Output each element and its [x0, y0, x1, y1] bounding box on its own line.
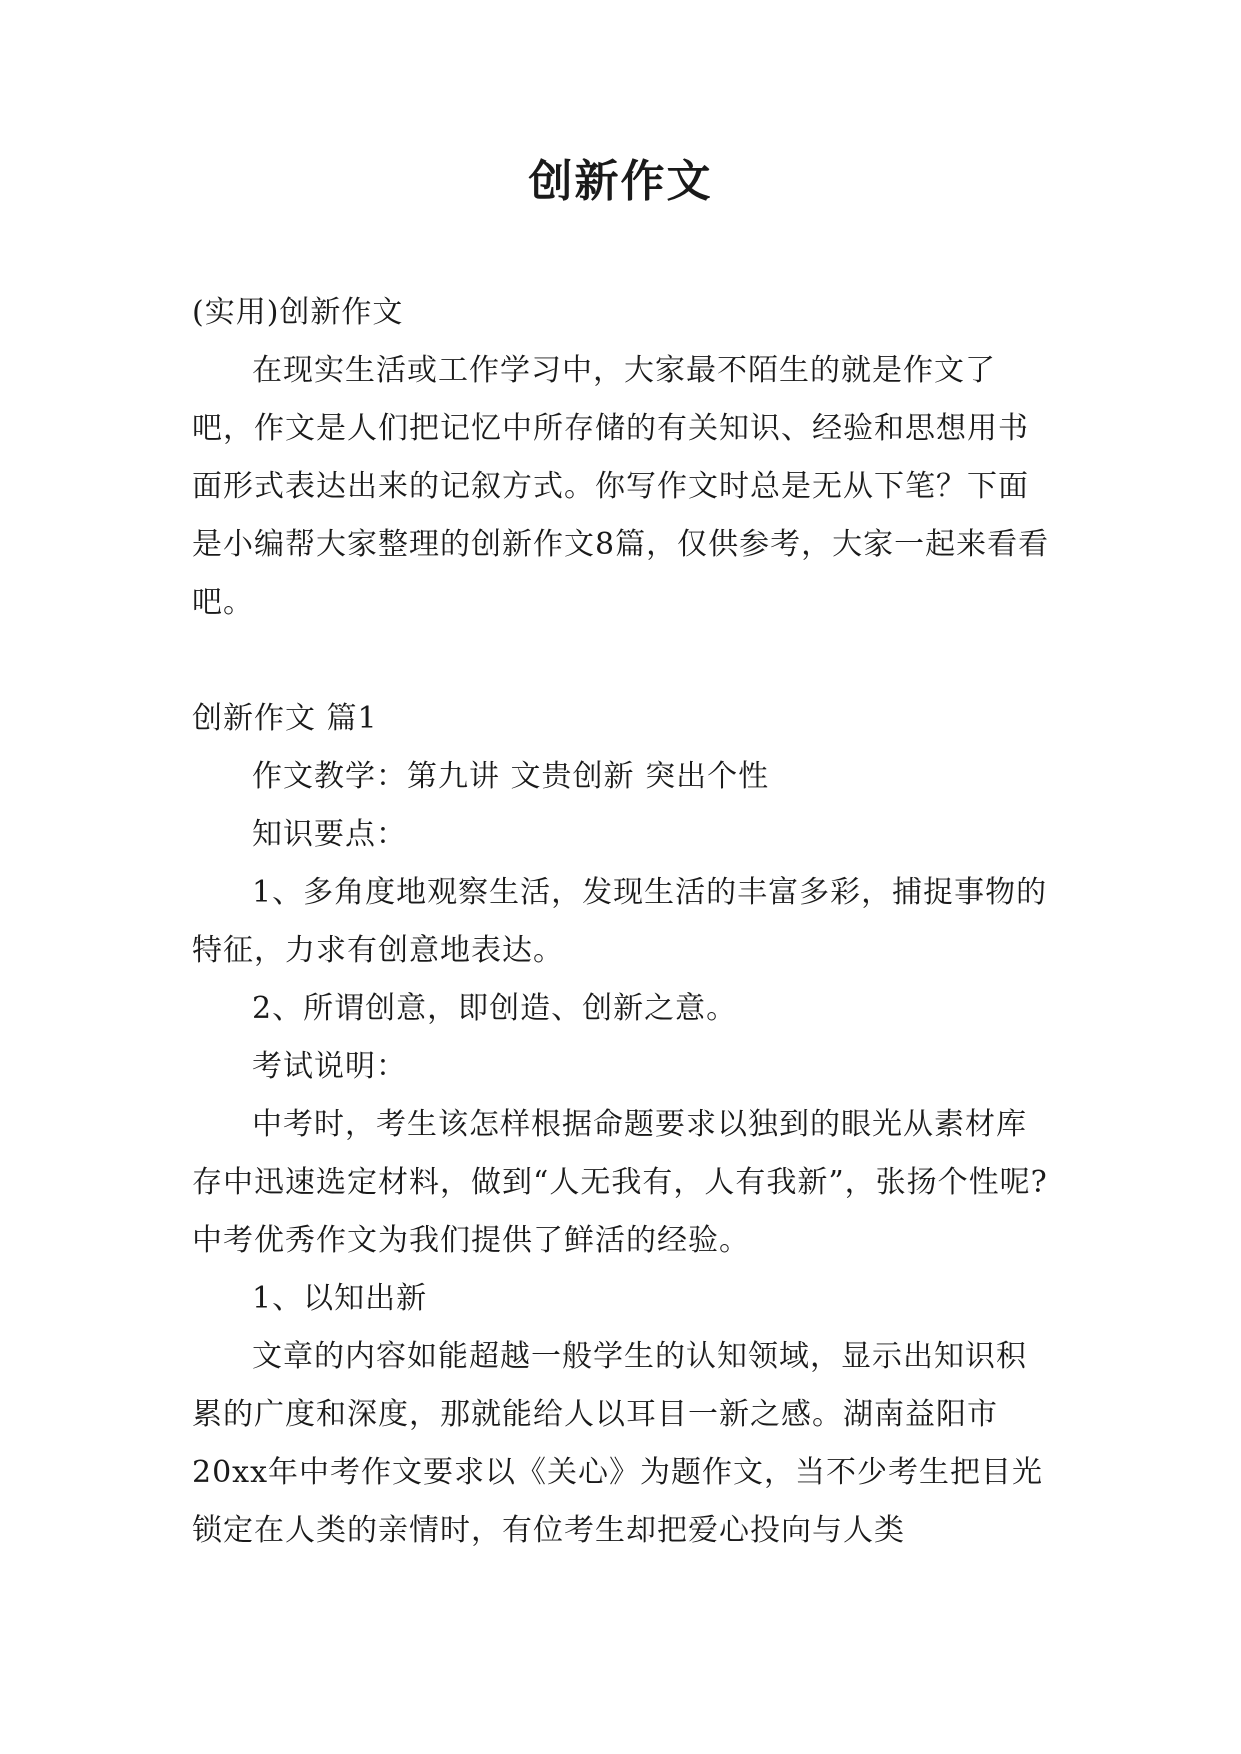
document-title: 创新作文	[528, 156, 713, 207]
exam-notes-label: 考试说明：	[252, 1049, 407, 1084]
method-heading-1: 1、以知出新	[252, 1281, 428, 1316]
knowledge-points-label: 知识要点：	[252, 817, 407, 852]
exam-notes-paragraph: 中考时，考生该怎样根据命题要求以独到的眼光从素材库存中迅速选定材料，做到“人无我有，人有我新”，张扬个性呢?中考优秀作文为我们提供了鲜活的经验。	[192, 1107, 1048, 1258]
method-paragraph-1: 文章的内容如能超越一般学生的认知领域，显示出知识积累的广度和深度，那就能给人以耳目一新之感。湖南益阳市20xx年中考作文要求以《关心》为题作文，当不少考生把目光锁定在人类的亲情时，有位考生却把爱心投向与人类	[192, 1339, 1044, 1548]
knowledge-point-2: 2、所谓创意，即创造、创新之意。	[252, 991, 738, 1026]
knowledge-point-1: 1、多角度地观察生活，发现生活的丰富多彩，捕捉事物的特征，力求有创意地表达。	[192, 875, 1048, 968]
document-body	[192, 284, 1052, 1560]
section-heading: 创新作文 篇1	[192, 701, 378, 736]
subtitle: (实用)创新作文	[192, 295, 404, 330]
lesson-title: 作文教学：第九讲 文贵创新 突出个性	[252, 759, 770, 794]
intro-paragraph: 在现实生活或工作学习中，大家最不陌生的就是作文了吧，作文是人们把记忆中所存储的有关知识、经验和思想用书面形式表达出来的记叙方式。你写作文时总是无从下笔？下面是小编帮大家整理的创新作文8篇，仅供参考，大家一起来看看吧。	[192, 353, 1050, 620]
